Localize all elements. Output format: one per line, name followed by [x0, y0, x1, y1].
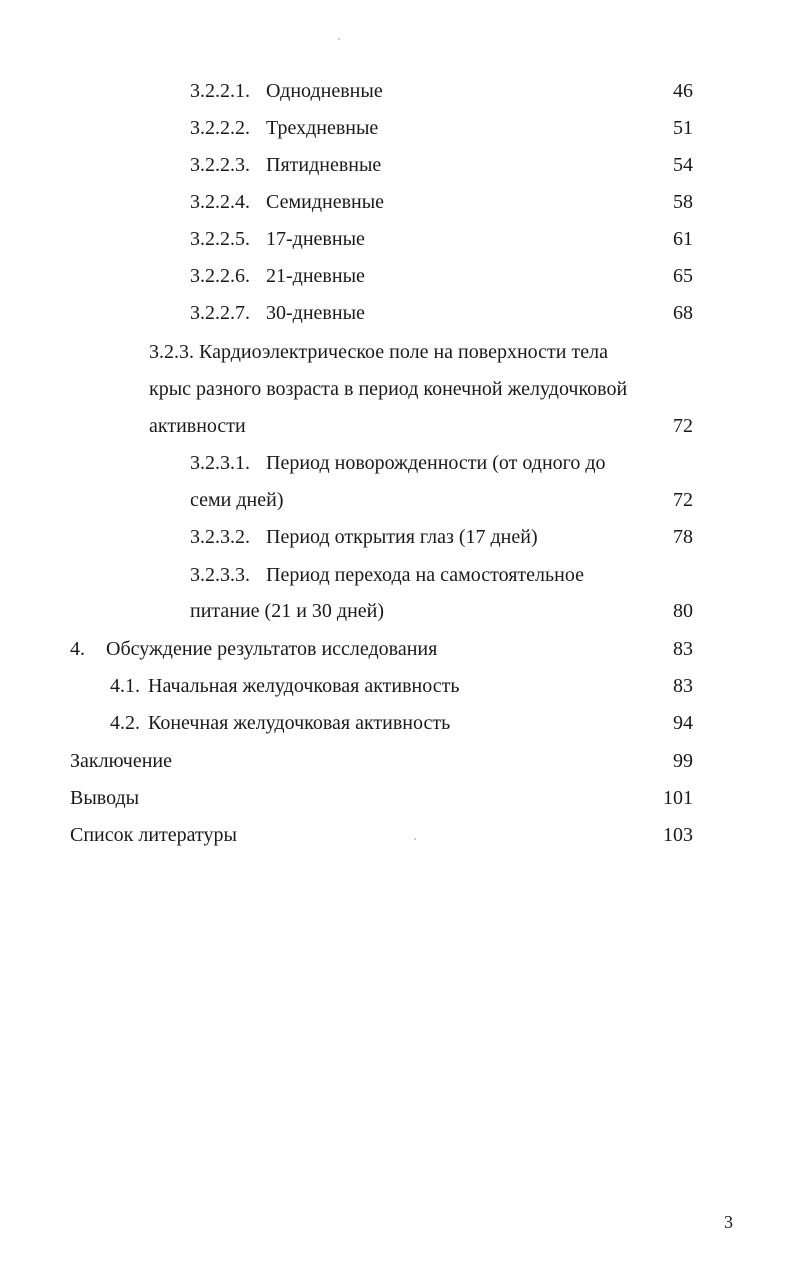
- toc-entry-number: 4.2.: [110, 712, 140, 734]
- toc-entry-page: 51: [673, 117, 693, 139]
- toc-entry: [190, 189, 384, 215]
- toc-entry-number: 3.2.2.4.: [190, 191, 250, 213]
- toc-entry-line: крыс разного возраста в период конечной желудочковой: [149, 378, 628, 400]
- toc-entry-page: 65: [673, 265, 693, 287]
- toc-entry-page: 103: [663, 824, 693, 846]
- toc-entry-page: 80: [673, 600, 693, 622]
- toc-entry-number: 3.2.2.3.: [190, 154, 250, 176]
- toc-entry-line: питание (21 и 30 дней): [190, 600, 385, 622]
- toc-entry-page: 78: [673, 526, 693, 548]
- toc-entry-page: 68: [673, 302, 693, 324]
- toc-entry-line: 3.2.3. Кардиоэлектрическое поле на поверхности тела: [149, 341, 608, 363]
- toc-entry-title: Конечная желудочковая активность: [148, 712, 451, 734]
- toc-entry: [110, 673, 460, 699]
- toc-entry-title: Список литературы: [70, 824, 237, 846]
- toc-entry-page: 58: [673, 191, 693, 213]
- toc-entry: [190, 152, 381, 178]
- toc-entry-title: Семидневные: [266, 191, 385, 213]
- toc-entry-title: Период новорожденности (от одного до: [266, 452, 606, 474]
- toc-entry-title: 17-дневные: [266, 228, 365, 250]
- toc-entry: [110, 710, 450, 736]
- toc-entry-title: Обсуждение результатов исследования: [106, 638, 438, 660]
- toc-entry-number: 3.2.2.2.: [190, 117, 250, 139]
- toc-entry-number: 4.: [70, 638, 85, 660]
- toc-entry-line: семи дней): [190, 489, 284, 511]
- toc-entry: [190, 562, 584, 588]
- toc-entry: [190, 226, 365, 252]
- page-number: 3: [724, 1212, 733, 1232]
- toc-entry-number: 3.2.3.3.: [190, 564, 250, 586]
- toc-entry-title: 30-дневные: [266, 302, 365, 324]
- toc-entry-page: 46: [673, 80, 693, 102]
- toc-entry-page: 54: [673, 154, 693, 176]
- toc-entry-page: 72: [673, 415, 693, 437]
- toc-entry: [190, 300, 365, 326]
- toc-entry-title: Заключение: [70, 750, 172, 772]
- toc-entry-number: 3.2.2.5.: [190, 228, 250, 250]
- toc-entry-page: 94: [673, 712, 693, 734]
- toc-entry-number: 3.2.2.7.: [190, 302, 250, 324]
- toc-entry-line: активности: [149, 415, 246, 437]
- toc-entry-title: Период перехода на самостоятельное: [266, 564, 584, 586]
- toc-entry-number: 3.2.2.6.: [190, 265, 250, 287]
- toc-entry-page: 99: [673, 750, 693, 772]
- toc-entry-page: 72: [673, 489, 693, 511]
- toc-entry: [190, 78, 383, 104]
- toc-entry: [190, 450, 606, 476]
- toc-entry-title: Трехдневные: [266, 117, 379, 139]
- toc-entry-title: Начальная желудочковая активность: [148, 675, 460, 697]
- toc-entry-title: Период открытия глаз (17 дней): [266, 526, 538, 548]
- scan-speck: [414, 838, 416, 840]
- toc-entry-title: Выводы: [70, 787, 140, 809]
- toc-entry-number: 4.1.: [110, 675, 140, 697]
- toc-entry-title: Однодневные: [266, 80, 383, 102]
- toc-entry-number: 3.2.3.2.: [190, 526, 250, 548]
- toc-entry: [190, 524, 538, 550]
- toc-entry-page: 101: [663, 787, 693, 809]
- toc-entry-number: 3.2.3.1.: [190, 452, 250, 474]
- toc-entry: [190, 115, 378, 141]
- toc-entry: [190, 263, 365, 289]
- toc-entry-page: 83: [673, 675, 693, 697]
- toc-entry-page: 61: [673, 228, 693, 250]
- toc-entry-title: 21-дневные: [266, 265, 365, 287]
- scan-speck: [338, 38, 340, 40]
- toc-entry-number: 3.2.2.1.: [190, 80, 250, 102]
- toc-entry-page: 83: [673, 638, 693, 660]
- toc-entry: [70, 636, 437, 662]
- toc-entry-title: Пятидневные: [266, 154, 382, 176]
